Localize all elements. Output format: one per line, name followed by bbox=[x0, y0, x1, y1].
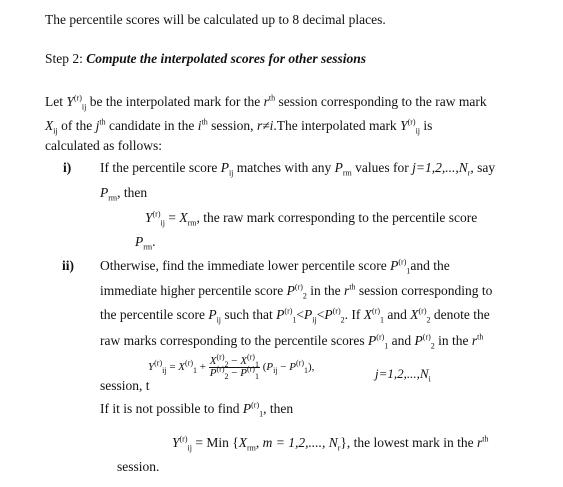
formula-j-range: $j=1,2,...,N_i$ bbox=[375, 366, 431, 384]
case-ii-line-1: Otherwise, find the immediate lower percentile score $P^{(r)}_1and$ the bbox=[100, 257, 450, 276]
case-i-line-4: $P_{rm}$. bbox=[135, 234, 156, 252]
case-ii-line-4: raw marks corresponding to the percentile scores $P^{(r)}_1$ and $P^{(r)}_2$ in the $r^{th}$ bbox=[100, 332, 484, 351]
case-ii-line-3: the percentile score $P_{ij}$ such that $P^{(r)}_1<P_{ij}<P^{(r)}_2$. If $X^{(r)}_1$ and $X^{(r)}_2$ denote the bbox=[100, 306, 490, 325]
case-i-number: i) bbox=[63, 160, 72, 175]
min-formula: $Y^{(r)}_{ij}$ = Min {$X_{rm}$, m = 1,2,...., $N_r$}, the lowest mark in the $r^{th}$ bbox=[172, 434, 489, 453]
case-ii-session-line: session, t bbox=[100, 378, 150, 393]
case-i-line-3: $Y^{(r)}_{ij} = X_{rm}$, the raw mark corresponding to the percentile score bbox=[145, 209, 478, 228]
para-line-3: calculated as follows: bbox=[45, 138, 162, 153]
step-label: Step 2: bbox=[45, 51, 83, 66]
para-line-1: Let $Y^{(r)}_{ij}$ be the interpolated mark for the $r^{th}$ session corresponding to the raw mark bbox=[45, 93, 487, 112]
step-title: Compute the interpolated scores for other sessions bbox=[86, 51, 367, 66]
interpolation-formula: $Y^{(r)}_{ij} = X^{(r)}_1$ + $\frac{X^{(r)}_2 - X^{(r)}_1}{P^{(r)}_2 - P^{(r)}_1}$ $(P_{ij} - P^{(r)}_1)$, bbox=[148, 352, 315, 382]
intro-line: The percentile scores will be calculated up to 8 decimal places. bbox=[45, 12, 386, 27]
formula-fraction: $\frac{X^{(r)}_2 - X^{(r)}_1}{P^{(r)}_2 - P^{(r)}_1}$ bbox=[209, 352, 259, 382]
final-session-word: session. bbox=[117, 459, 160, 474]
case-i-line-1: If the percentile score $P_{ij}$ matches with any $P_{rm}$ values for $j=1,2,...,N_r$, say bbox=[100, 160, 496, 178]
case-i-line-2: $P_{rm}$, then bbox=[100, 185, 148, 203]
case-ii-line-2: immediate higher percentile score $P^{(r)}_2$ in the $r^{th}$ session corresponding to bbox=[100, 282, 493, 301]
para-line-2: $X_{ij}$ of the $j^{th}$ candidate in the $i^{th}$ session, r≠i.The interpolated mark $Y^{(r)}_{ij}$ is bbox=[45, 117, 433, 136]
case-ii-line-5: If it is not possible to find $P^{(r)}_1$, then bbox=[100, 400, 294, 419]
case-ii-number: ii) bbox=[62, 258, 74, 273]
step-heading bbox=[45, 51, 366, 67]
